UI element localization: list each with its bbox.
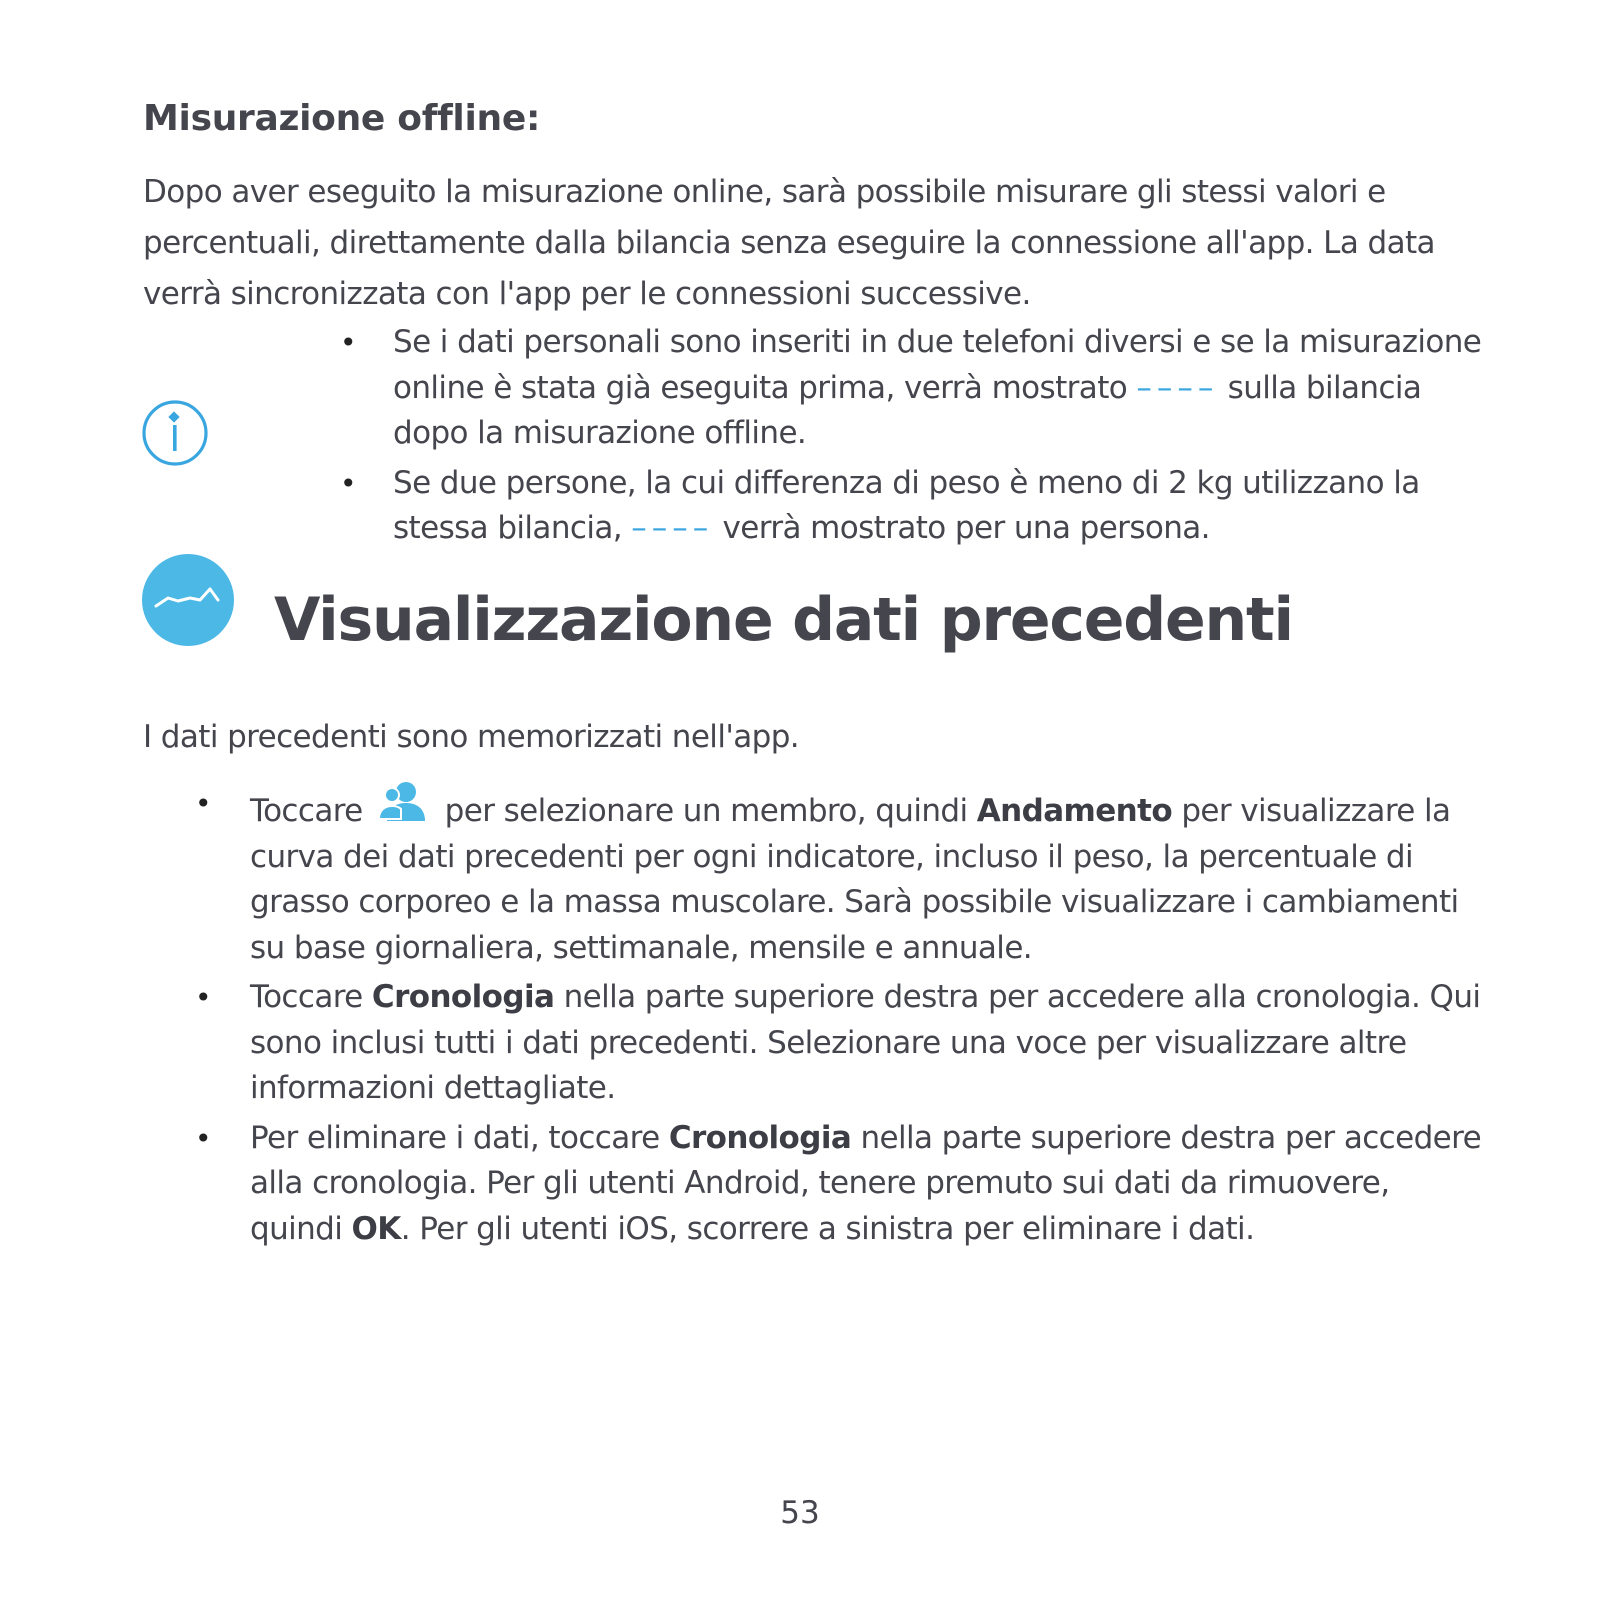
bullet: • [340,326,356,359]
note-item [340,320,1490,457]
offline-heading: Misurazione offline: [143,98,541,139]
trend-chart-icon [142,554,234,646]
ok-label: OK [351,1210,401,1247]
note-text-after: sulla bilancia dopo la misurazione offline. [393,369,1422,451]
bullet: • [195,981,211,1014]
instruction-text: nella parte superiore destra per accedere alla cronologia. Per gli utenti Android, tenere premuto sui dati da rimuovere, quindi [250,1119,1482,1247]
instruction-item [195,1116,1485,1253]
note-text-after: verrà mostrato per una persona. [722,510,1210,546]
note-text-before: Se due persone, la cui differenza di peso è meno di 2 kg utilizzano la stessa bilancia, [393,464,1420,546]
andamento-label: Andamento [976,793,1173,829]
page-number: 53 [780,1495,820,1531]
member-icon [377,781,431,823]
instruction-item [195,781,1485,971]
note-text-before: Se i dati personali sono inseriti in due telefoni diversi e se la misurazione online è stata già eseguita prima, verrà mostrato [393,324,1482,406]
section-intro: I dati precedenti sono memorizzati nell'app. [143,719,800,755]
instruction-text: per selezionare un membro, quindi [444,793,968,829]
dash-indicator: –––– [1136,369,1219,406]
instruction-text: . Per gli utenti iOS, scorrere a sinistra per eliminare i dati. [400,1210,1255,1247]
bullet: • [195,787,211,820]
note-list [340,320,1490,556]
bullet: • [195,1121,211,1155]
offline-paragraph: Dopo aver eseguito la misurazione online, sarà possibile misurare gli stessi valori e percentuali, direttamente dalla bilancia senza eseguire la connessione all'app. La data verrà sincronizzata con l'app per le connessioni successive. [143,174,1435,312]
note-item [340,461,1490,552]
instruction-text: Toccare [250,793,363,829]
instruction-item [195,975,1485,1112]
info-icon [141,399,209,467]
instruction-list [195,781,1485,1256]
instruction-text: Per eliminare i dati, toccare [250,1119,660,1156]
instruction-text: nella parte superiore destra per accedere alla cronologia. Qui sono inclusi tutti i dati precedenti. Selezionare una voce per visualizzare altre informazioni dettagliate. [250,979,1481,1106]
section-title: Visualizzazione dati precedenti [274,585,1293,655]
instruction-text: Toccare [250,979,363,1015]
cronologia-label: Cronologia [668,1119,852,1156]
cronologia-label: Cronologia [371,979,555,1015]
instruction-text: per visualizzare la curva dei dati precedenti per ogni indicatore, incluso il peso, la percentuale di grasso corporeo e la massa muscolare. Sarà possibile visualizzare i cambiamenti su base giornaliera, settimanale, mensile e annuale. [250,793,1459,966]
bullet: • [340,466,356,500]
dash-indicator: –––– [631,510,714,546]
